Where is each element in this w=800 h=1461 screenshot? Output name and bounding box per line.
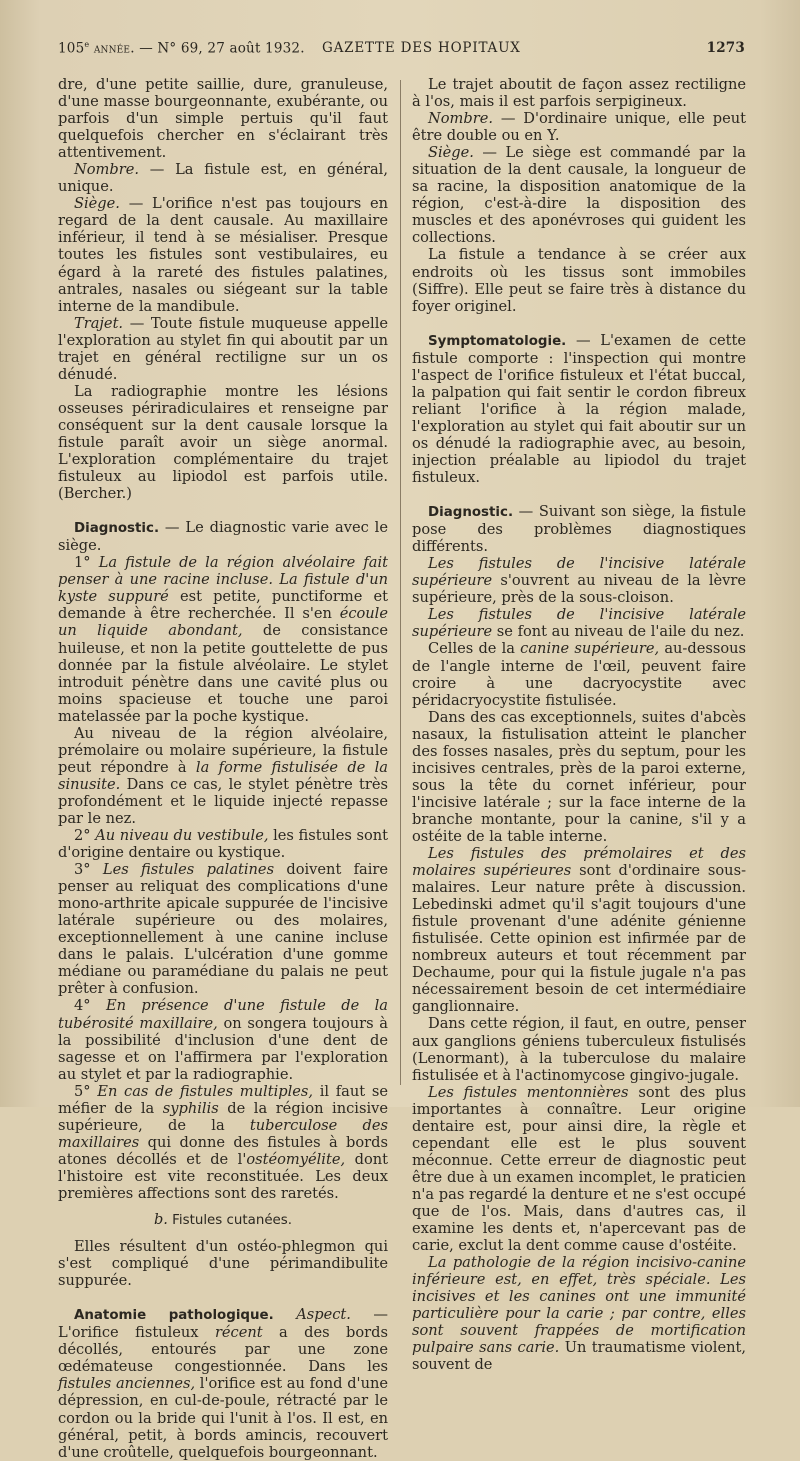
section-heading: Diagnostic. bbox=[74, 521, 160, 537]
text-run: sont d'ordinaire sous-malaires. Leur nature prête à discussion. Lebedinski admet qu'il s'agit toujours d'une fistule provenant d'une adénite génienne fistulisée. Cette opinion est infirmée par de nombreux auteurs et tout récemment par Dechaume, pour qui la fistule jugale n'a pas nécessairement besoin de cet intermédiaire ganglionnaire. bbox=[412, 862, 746, 1016]
paragraph bbox=[58, 827, 388, 861]
diagnostic-section bbox=[412, 503, 746, 555]
text-run: les fistules sont d'origine dentaire ou kystique. bbox=[58, 827, 388, 862]
italic-run: récent bbox=[214, 1324, 263, 1342]
page-number: 1273 bbox=[706, 40, 745, 56]
text-run: Un traumatisme violent, souvent de bbox=[412, 1339, 746, 1374]
italic-run: Les fistules des prémolaires et des molaires supérieures bbox=[412, 845, 746, 880]
text-run: l'orifice est au fond d'une dépression, en cul-de-poule, rétracté par le cordon ou la bride qui l'unit à l'os. Il est, en général, petit, à bords amincis, recouvert d'une croûtelle, quelquefois bourgeonnant. bbox=[58, 1375, 388, 1461]
paragraph bbox=[58, 725, 388, 827]
text-run: Celles de la bbox=[428, 640, 521, 658]
italic-run: La fistule de la région alvéolaire fait penser à une racine incluse. La fistule d'un kyste suppuré bbox=[58, 554, 388, 606]
paragraph: La fistule a tendance à se créer aux endroits où les tissus sont immobiles (Siffre). Elle peut se faire très à distance du foyer originel. bbox=[412, 246, 746, 315]
run-in-label: Trajet. bbox=[74, 314, 124, 332]
text-run: — Le diagnostic varie avec le siège. bbox=[58, 519, 388, 555]
year-label: année. bbox=[93, 40, 135, 57]
year-number: 105 bbox=[58, 40, 85, 57]
text-run: de la région incisive supérieure, de la bbox=[58, 1099, 388, 1134]
text-run: on songera toujours à la possibilité d'inclusion d'une dent de sagesse et on l'affirmera par l'exploration au stylet et par la radiographie. bbox=[58, 1014, 388, 1083]
text-run: — D'ordinaire unique, elle peut être double ou en Y. bbox=[412, 110, 746, 145]
italic-run: ostéomyélite, bbox=[246, 1150, 346, 1168]
paragraph bbox=[412, 110, 746, 144]
italic-run: Au niveau du vestibule, bbox=[95, 827, 269, 845]
text-run: — Le siège est commandé par la situation de la dent causale, la longueur de sa racine, la disposition anatomique de la région, c'est-à-dire la disposition des muscles et des aponévroses qui guident les collections. bbox=[412, 144, 746, 247]
paragraph: dre, d'une petite saillie, dure, granuleuse, d'une masse bourgeonnante, exubérante, ou parfois d'un simple pertuis qu'il faut quelquefois chercher en s'éclairant très attentivement. bbox=[58, 76, 388, 162]
paragraph: Dans des cas exceptionnels, suites d'abcès nasaux, la fistulisation atteint le plancher des fosses nasales, près du septum, pour les incisives centrales, près de la paroi externe, sous la tête du cornet inférieur, pour l'incisive latérale ; sur la face interne de la branche montante, pour la canine, s'il y a ostéite de la table interne. bbox=[412, 708, 746, 845]
italic-run: syphilis bbox=[162, 1099, 219, 1117]
italic-run: la forme fistulisée de la sinusite. bbox=[58, 758, 388, 793]
italic-run: Les fistules palatines bbox=[102, 861, 275, 879]
italic-run: tuberculose des maxillaires bbox=[58, 1116, 388, 1151]
italic-run: Les fistules de l'incisive latérale supérieure bbox=[412, 555, 746, 590]
italic-run: écoule un liquide abondant, bbox=[58, 605, 388, 640]
item-number: 3° bbox=[74, 861, 103, 879]
text-run: est petite, punctiforme et demande à être recherchée. Il s'en bbox=[58, 588, 388, 623]
italic-run: La pathologie de la région incisivo-canine inférieure est, en effet, très spéciale. Les incisives et les canines ont une immunité particulière pour la carie ; par contre, elles sont souvent frappées de mortification pulpaire sans carie. bbox=[412, 1254, 746, 1357]
column-divider bbox=[400, 80, 401, 1085]
paragraph bbox=[412, 1084, 746, 1254]
text-run: Au niveau de la région alvéolaire, prémolaire ou molaire supérieure, la fistule peut répondre à bbox=[58, 724, 388, 776]
text-run: dont l'histoire est vite reconstituée. Les deux premières affections sont des raretés. bbox=[58, 1150, 388, 1202]
text-run: — Suivant son siège, la fistule pose des problèmes diagnostiques différents. bbox=[412, 503, 746, 556]
paragraph bbox=[58, 195, 388, 314]
paragraph bbox=[58, 315, 388, 383]
paragraph: Elles résultent d'un ostéo-phlegmon qui s'est compliqué d'une périmandibulite suppurée. bbox=[58, 1238, 388, 1290]
subsection-heading bbox=[58, 1211, 388, 1229]
year-suffix: e bbox=[84, 40, 90, 49]
text-run: — Toute fistule muqueuse appelle l'exploration au stylet fin qui aboutit par un trajet en général rectiligne sur un os dénudé. bbox=[58, 314, 388, 383]
text-run: — La fistule est, en général, unique. bbox=[58, 161, 388, 196]
running-header bbox=[58, 40, 745, 62]
subsection-title: Fistules cutanées. bbox=[167, 1213, 293, 1229]
run-in-label: Nombre. bbox=[428, 110, 493, 128]
text-run: se font au niveau de l'aile du nez. bbox=[492, 623, 745, 641]
text-run: — L'orifice fistuleux bbox=[58, 1306, 389, 1342]
text-run: doivent faire penser au reliquat des complications d'une mono-arthrite apicale suppurée de l'incisive latérale supérieure ou des molaires, exceptionnellement à une canine incluse dans le palais. L'ulcération d'une gomme médiane ou paramédiane du palais ne peut prêter à confusion. bbox=[58, 861, 388, 998]
italic-run: En présence d'une fistule de la tubérosité maxillaire, bbox=[58, 997, 388, 1032]
italic-run: Les fistules mentonnières bbox=[428, 1083, 629, 1101]
italic-run: Aspect. bbox=[273, 1306, 351, 1324]
item-number: 4° bbox=[74, 997, 106, 1015]
run-in-label: Siège. bbox=[74, 195, 120, 213]
paragraph: Dans cette région, il faut, en outre, penser aux ganglions géniens tuberculeux fistulisés (Lenormant), à la tuberculose du malaire fistulisée et à l'actinomycose gingivo-jugale. bbox=[412, 1015, 746, 1084]
run-in-label: Nombre. bbox=[74, 161, 139, 179]
text-run: s'ouvrent au niveau de la lèvre supérieure, près de la sous-cloison. bbox=[412, 572, 746, 607]
item-number: 2° bbox=[74, 827, 96, 845]
text-run: Dans ce cas, le stylet pénètre très profondément et le liquide injecté repasse par le nez. bbox=[58, 775, 388, 827]
text-run: a des bords décollés, entourés par une zone œdémateuse congestionnée. Dans les bbox=[58, 1324, 388, 1376]
paragraph: Le trajet aboutit de façon assez rectiligne à l'os, mais il est parfois serpigineux. bbox=[412, 76, 746, 111]
text-run: qui donne des fistules à bords atones décollés et de l' bbox=[58, 1133, 388, 1168]
paragraph bbox=[58, 861, 388, 997]
paragraph: La radiographie montre les lésions osseuses périradiculaires et renseigne par conséquent sur la dent causale lorsque la fistule paraît avoir un siège anormal. L'exploration complémentaire du trajet fistuleux au lipiodol est parfois utile. (Bercher.) bbox=[58, 382, 388, 503]
item-number: 5° bbox=[74, 1082, 98, 1100]
paragraph bbox=[58, 554, 388, 724]
diagnostic-section bbox=[58, 519, 388, 554]
text-run: de consistance huileuse, et non la petite gouttelette de pus donnée par la fistule alvéolaire. Le stylet introduit pénètre dans une cavité plus ou moins spacieuse et touche une paroi matelassée par la poche kystique. bbox=[58, 622, 388, 725]
symptom-section bbox=[412, 332, 746, 486]
italic-run: Les fistules de l'incisive latérale supérieure bbox=[412, 606, 746, 641]
paragraph bbox=[412, 555, 746, 606]
journal-title: GAZETTE DES HOPITAUX bbox=[322, 40, 521, 56]
paragraph bbox=[412, 640, 746, 708]
paragraph bbox=[412, 606, 746, 640]
issue-info bbox=[58, 40, 305, 57]
text-run: il faut se méfier de la bbox=[58, 1082, 388, 1117]
run-in-label: Siège. bbox=[428, 144, 474, 162]
anatomy-section bbox=[58, 1306, 388, 1460]
paragraph bbox=[58, 997, 388, 1082]
text-run: au-dessous de l'angle interne de l'œil, peuvent faire croire à une dacryocystite avec péridacryocystite fistulisée. bbox=[412, 640, 746, 709]
italic-run: En cas de fistules multiples, bbox=[97, 1082, 314, 1100]
paragraph bbox=[58, 161, 388, 195]
subsection-letter: b. bbox=[153, 1211, 168, 1229]
italic-run: fistules anciennes, bbox=[58, 1375, 196, 1393]
italic-run: canine supérieure, bbox=[520, 640, 660, 658]
paragraph bbox=[412, 1254, 746, 1373]
paragraph bbox=[412, 845, 746, 1015]
left-column bbox=[58, 76, 389, 1461]
text-run: sont des plus importantes à connaître. Leur origine dentaire est, pour ainsi dire, la règle et cependant elle est le plus souvent méconnue. Cette erreur de diagnostic peut être due à un examen incomplet, le praticien n'a pas regardé la denture et ne s'est occupé que de l'os. Mais, dans d'autres cas, il examine les dents et, n'apercevant pas de carie, exclut la dent comme cause d'ostéite. bbox=[412, 1083, 746, 1255]
section-heading: Anatomie pathologique. bbox=[74, 1308, 274, 1324]
text-run: — L'examen de cette fistule comporte : l'inspection qui montre l'aspect de l'orifice fistuleux et l'état buccal, la palpation qui fait sentir le cordon fibreux reliant l'orifice à la région malade, l'exploration au stylet qui fait aboutir sur un os dénudé la radiographie avec, au besoin, injection préalable au lipiodol du trajet fistuleux. bbox=[412, 331, 746, 487]
issue-date: — N° 69, 27 août 1932. bbox=[134, 40, 305, 57]
item-number: 1° bbox=[74, 554, 99, 572]
paragraph bbox=[412, 144, 746, 246]
section-heading: Symptomatologie. bbox=[428, 333, 567, 349]
text-run: — L'orifice n'est pas toujours en regard de la dent causale. Au maxillaire inférieur, il tend à se mésialiser. Presque toutes les fistules sont vestibulaires, eu égard à la rareté des fistules palatines, antrales, nasales ou siégeant sur la table interne de la mandibule. bbox=[58, 195, 388, 315]
section-heading: Diagnostic. bbox=[428, 505, 514, 521]
paragraph bbox=[58, 1083, 388, 1202]
right-column bbox=[412, 76, 746, 1374]
